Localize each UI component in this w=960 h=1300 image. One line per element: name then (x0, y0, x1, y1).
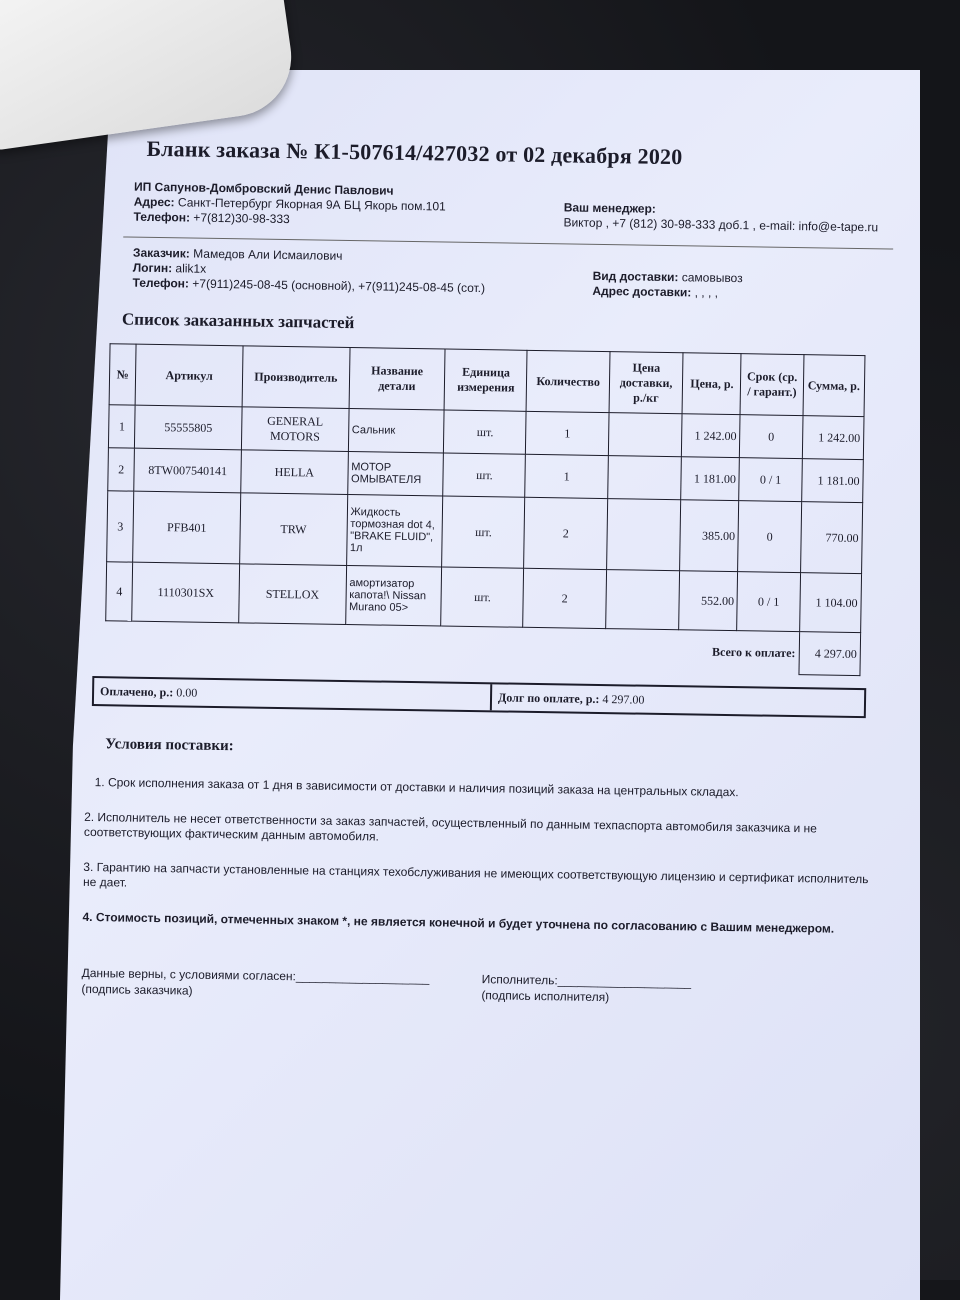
customer-name: Заказчик: Мамедов Али Исмаилович (132, 245, 343, 263)
executor-signature-line: Исполнитель:____________________ (481, 972, 692, 990)
cell-qty: 1 (525, 454, 608, 498)
seller-address: Адрес: Санкт-Петербург Якорная 9А БЦ Якорь пом.101 (133, 194, 446, 214)
cell-sum: 1 242.00 (802, 416, 864, 460)
manager-label: Ваш менеджер: (563, 200, 656, 216)
conditions-section (82, 736, 885, 938)
cell-name: амортизатор капота!\ Nissan Murano 05> (345, 566, 442, 626)
delivery-type: Вид доставки: самовывоз (592, 268, 743, 286)
cell-sum: 770.00 (800, 502, 862, 574)
cell-qty: 2 (524, 497, 607, 569)
total-label: Всего к оплате: (105, 621, 799, 675)
cell-qty: 2 (523, 568, 606, 628)
cell-maker: TRW (240, 493, 348, 566)
cell-sum: 1 104.00 (799, 573, 861, 633)
customer-login: Логин: alik1x (132, 260, 207, 276)
cell-n: 2 (108, 448, 135, 491)
customer-delivery-section (92, 245, 893, 304)
cell-article: 55555805 (135, 405, 242, 450)
customer-signature-caption: (подпись заказчика) (81, 981, 193, 998)
cell-name: Жидкость тормозная dot 4, "BRAKE FLUID", 1л (346, 495, 443, 567)
executor-signature (481, 971, 881, 1009)
seller-manager-section (93, 179, 894, 237)
delivery-address: Адрес доставки: , , , , (592, 283, 719, 300)
manager-value: Виктор , +7 (812) 30-98-333 доб.1 , e-mail: info@e-tape.ru (563, 215, 879, 235)
cell-price: 1 181.00 (681, 457, 740, 501)
col-header: Срок (ср. / гарант.) (740, 354, 803, 416)
cell-maker: HELLA (241, 450, 348, 495)
customer-signature-line: Данные верны, с условиями согласен:____________________ (81, 965, 430, 986)
delivery-info (592, 269, 892, 304)
cell-term: 0 (740, 415, 803, 459)
cell-unit: шт. (443, 453, 526, 497)
cell-article: 8TW007540141 (134, 448, 241, 493)
condition-item: 3. Гарантию на запчасти установленные на станциях техобслуживания не имеющих соответствующую лицензию и сертификат исполнитель не дает. (82, 859, 869, 890)
payment-box (92, 676, 866, 718)
cell-unit: шт. (442, 496, 525, 568)
cell-unit: шт. (444, 410, 527, 454)
col-header: Количество (527, 350, 610, 412)
cell-maker: GENERAL MOTORS (241, 407, 348, 452)
cell-term: 0 (738, 501, 801, 573)
cell-n: 4 (106, 562, 133, 621)
col-header: Производитель (242, 346, 350, 409)
col-header: Сумма, р. (803, 355, 865, 417)
customer-signature (81, 965, 481, 1003)
cell-unit: шт. (441, 567, 524, 627)
conditions-title: Условия поставки: (105, 736, 234, 755)
parts-title: Список заказанных запчастей (121, 309, 355, 333)
col-header: Артикул (135, 344, 243, 407)
document-content (81, 125, 895, 1009)
debt-info: Долг по оплате, р.: 4 297.00 (497, 689, 645, 707)
cell-sum: 1 181.00 (801, 459, 863, 503)
col-header: Единица измерения (444, 349, 527, 411)
col-header: № (109, 344, 136, 405)
cell-n: 1 (108, 405, 135, 448)
parts-table (105, 343, 866, 676)
cell-article: 1110301SX (132, 562, 240, 623)
cell-delivery (608, 456, 682, 500)
cell-maker: STELLOX (239, 564, 347, 625)
cell-delivery (608, 413, 682, 457)
customer-info (132, 246, 485, 298)
seller-info (133, 180, 446, 230)
cell-n: 3 (107, 491, 134, 562)
document-title: Бланк заказа № К1-507614/427032 от 02 декабря 2020 (146, 135, 683, 170)
condition-item: 1. Срок исполнения заказа от 1 дня в зависимости от доставки и наличия позиций заказа на центральных складах. (94, 775, 739, 800)
cell-delivery (605, 570, 680, 630)
cell-price: 385.00 (680, 500, 739, 572)
customer-phone: Телефон: +7(911)245-08-45 (основной), +7(911)245-08-45 (сот.) (132, 275, 486, 296)
cell-term: 0 / 1 (737, 572, 800, 632)
cell-name: МОТОР ОМЫВАТЕЛЯ (347, 452, 443, 496)
cell-price: 1 242.00 (682, 414, 741, 458)
cell-name: Сальник (348, 409, 444, 453)
condition-item: 2. Исполнитель не несет ответственности за заказ запчастей, осуществленный по данным техпаспорта автомобиля заказчика и не соответствующих фактическим данным автомобиля. (83, 809, 817, 844)
total-value: 4 297.00 (799, 632, 861, 676)
condition-item: 4. Стоимость позиций, отмеченных знаком *, не является конечной и будет уточнена по согласованию с Вашим менеджером. (82, 909, 835, 936)
cell-delivery (606, 499, 681, 571)
col-header: Цена доставки, р./кг (609, 352, 684, 414)
manager-info (563, 200, 893, 236)
cell-article: PFB401 (133, 491, 241, 564)
col-header: Название детали (349, 348, 446, 410)
paid-info: Оплачено, р.: 0.00 (94, 678, 492, 710)
table-row (107, 491, 863, 574)
cell-qty: 1 (526, 411, 609, 455)
cell-term: 0 / 1 (739, 458, 802, 502)
seller-name: ИП Сапунов-Домбровский Денис Павлович (133, 179, 394, 198)
executor-signature-caption: (подпись исполнителя) (481, 988, 610, 1005)
col-header: Цена, р. (682, 353, 741, 415)
cell-price: 552.00 (679, 571, 738, 631)
seller-phone: Телефон: +7(812)30-98-333 (133, 209, 290, 227)
